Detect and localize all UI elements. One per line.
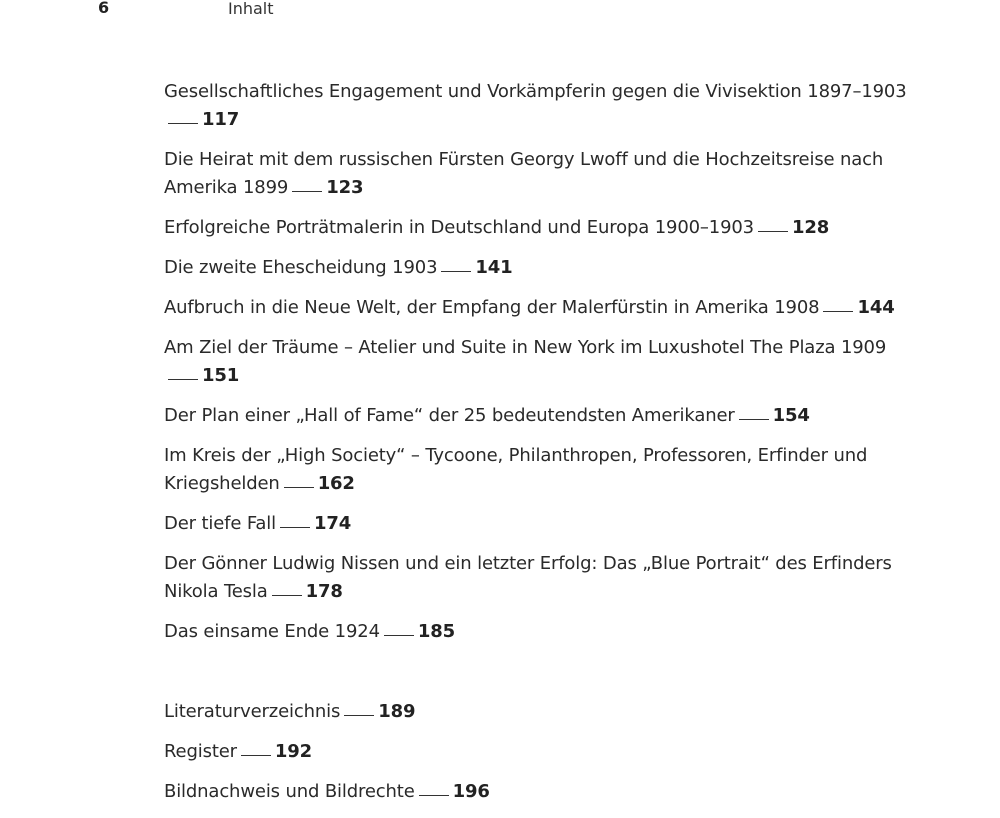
toc-entry-title: Im Kreis der „High Society“ – Tycoone, Philanthropen, Professoren, Erfinder und Kriegshelden [164, 445, 868, 494]
toc-entry-title: Der Gönner Ludwig Nissen und ein letzter Erfolg: Das „Blue Portrait“ des Erfinders Nikola Tesla [164, 553, 892, 602]
toc-entry-page: 192 [274, 741, 313, 762]
toc-entry-title: Bildnachweis und Bildrechte [164, 781, 415, 802]
toc-entry [164, 550, 909, 606]
running-head [0, 0, 1000, 20]
leader-line [272, 595, 302, 596]
toc-entry-page: 141 [475, 257, 513, 278]
toc-entry-title: Am Ziel der Träume – Atelier und Suite in New York im Luxushotel The Plaza 1909 [164, 337, 887, 358]
toc-entry-title: Die zweite Ehescheidung 1903 [164, 257, 438, 278]
toc-entry-page: 151 [202, 365, 240, 386]
toc-entry [164, 778, 909, 806]
toc-entry [164, 510, 909, 538]
leader-line [280, 527, 310, 528]
leader-line [739, 419, 769, 420]
toc-entry-title: Die Heirat mit dem russischen Fürsten Georgy Lwoff und die Hochzeitsreise nach Amerika 1899 [164, 149, 884, 198]
toc-entry [164, 334, 909, 390]
toc-entry [164, 146, 909, 202]
toc-entry-page: 128 [791, 217, 830, 238]
toc-entry-page: 117 [202, 109, 240, 130]
toc-entry-page: 154 [772, 405, 810, 426]
toc-entry-page: 178 [305, 581, 343, 602]
page-number: 6 [98, 0, 110, 17]
leader-line [284, 487, 314, 488]
toc-entry-page: 189 [378, 701, 416, 722]
toc-entry-page: 123 [326, 177, 364, 198]
toc-entry-title: Der Plan einer „Hall of Fame“ der 25 bedeutendsten Amerikaner [164, 405, 735, 426]
toc-entry [164, 294, 909, 322]
toc-entry [164, 698, 909, 726]
toc-entry-title: Literaturverzeichnis [164, 701, 341, 722]
leader-line [292, 191, 322, 192]
toc-entry-page: 196 [452, 781, 490, 802]
toc-entry [164, 254, 909, 282]
toc-entry-title: Der tiefe Fall [164, 513, 276, 534]
toc-entry-page: 162 [317, 473, 355, 494]
toc-entry-title: Erfolgreiche Porträtmalerin in Deutschland und Europa 1900–1903 [164, 217, 754, 238]
toc-entry [164, 78, 909, 134]
toc-entry-title: Gesellschaftliches Engagement und Vorkämpferin gegen die Vivisektion 1897–1903 [164, 81, 907, 102]
table-of-contents [164, 78, 909, 818]
toc-entry-title: Das einsame Ende 1924 [164, 621, 380, 642]
leader-line [344, 715, 374, 716]
leader-line [168, 379, 198, 380]
toc-entry-page: 185 [417, 621, 455, 642]
leader-line [168, 123, 198, 124]
leader-line [419, 795, 449, 796]
toc-entry [164, 442, 909, 498]
toc-entry [164, 214, 909, 242]
leader-line [384, 635, 414, 636]
leader-line [758, 231, 788, 232]
toc-entry-title: Register [164, 741, 237, 762]
toc-entry [164, 738, 909, 766]
toc-entry [164, 402, 909, 430]
leader-line [241, 755, 271, 756]
leader-line [823, 311, 853, 312]
toc-entry [164, 618, 909, 646]
toc-entry-page: 144 [857, 297, 895, 318]
toc-entry-title: Aufbruch in die Neue Welt, der Empfang der Malerfürstin in Amerika 1908 [164, 297, 820, 318]
leader-line [441, 271, 471, 272]
running-title: Inhalt [228, 0, 274, 18]
toc-entry-page: 174 [313, 513, 352, 534]
